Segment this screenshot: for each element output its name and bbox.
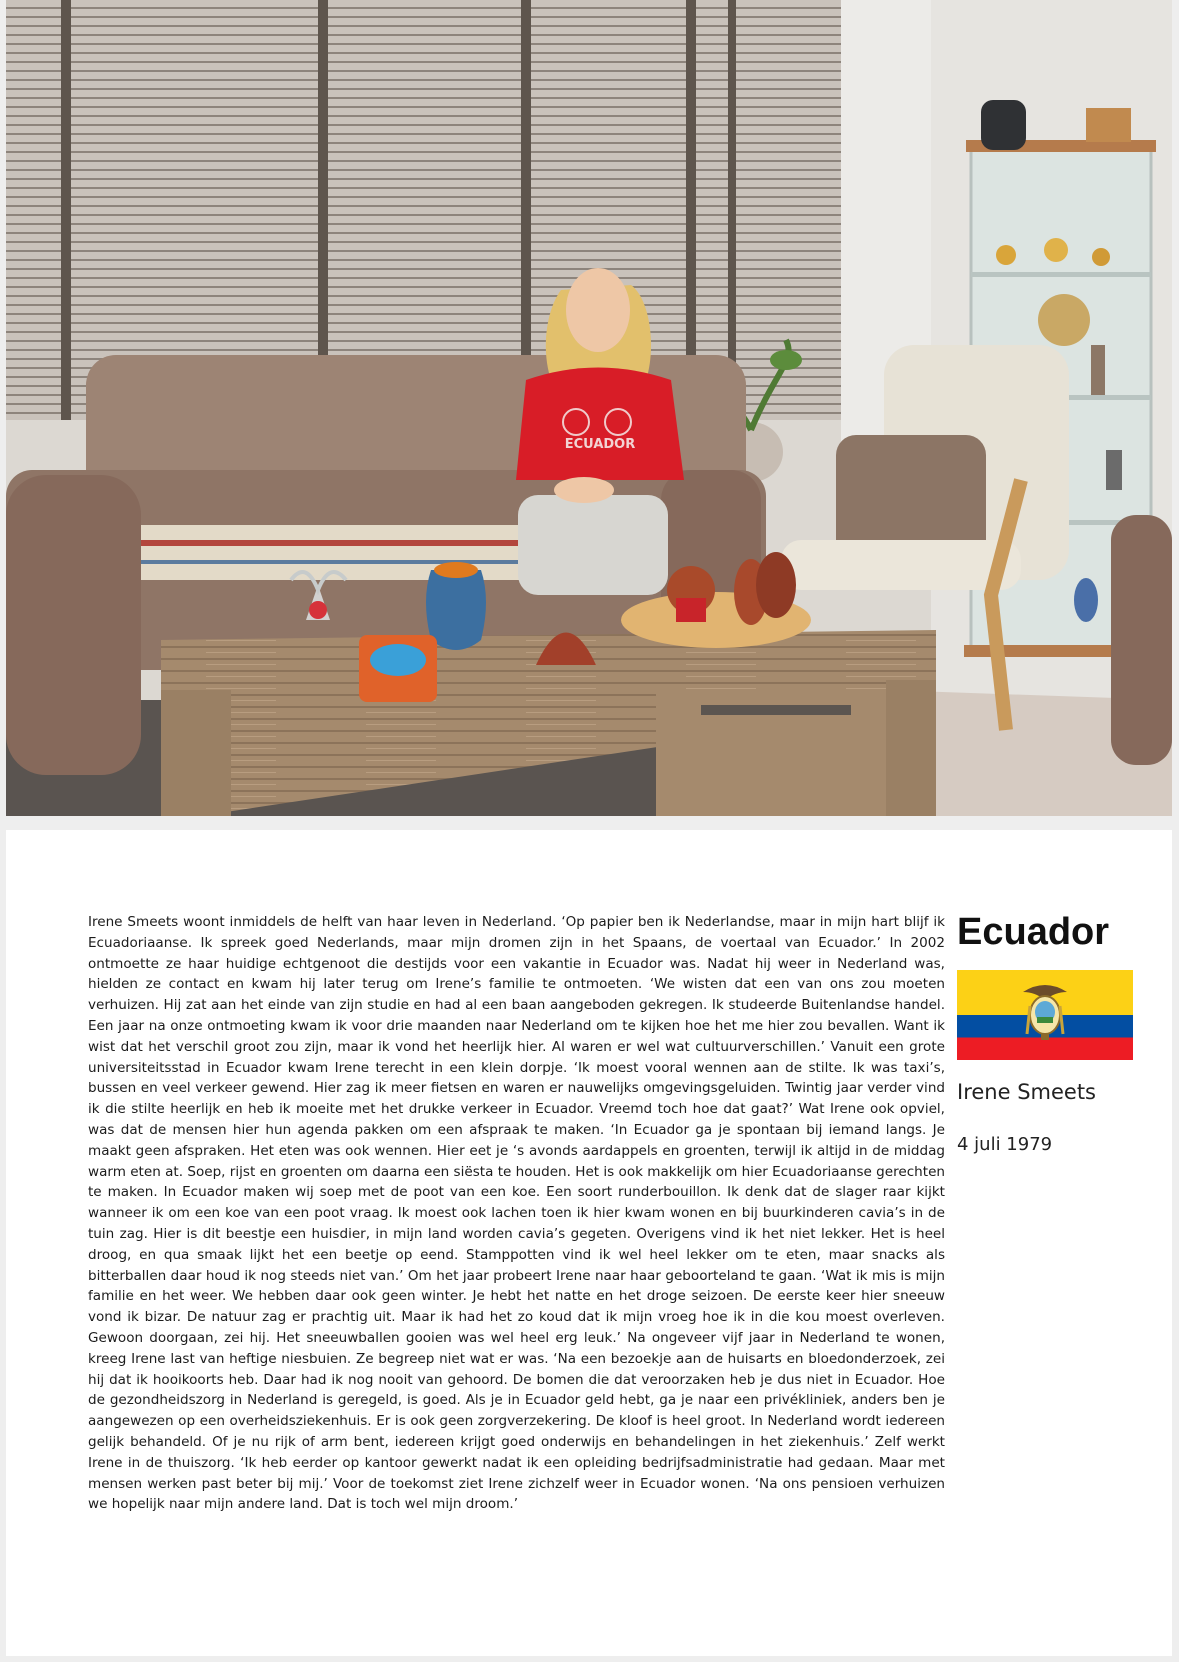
country-title: Ecuador xyxy=(957,911,1110,953)
painted-vase xyxy=(426,562,486,650)
smart-speaker xyxy=(981,100,1026,150)
person-name: Irene Smeets xyxy=(957,1080,1096,1104)
ecuador-flag-icon xyxy=(957,970,1133,1060)
article-page xyxy=(6,830,1172,1656)
birth-date: 4 juli 1979 xyxy=(957,1134,1053,1155)
portrait-photo xyxy=(6,0,1172,816)
shirt-text: ECUADOR xyxy=(564,437,636,452)
article-body: Irene Smeets woont inmiddels de helft van haar leven in Nederland. ‘Op papier ben ik Nederlandse, maar in mijn hart blijf ik Ecuadoriaanse. Ik spreek goed Nederlands, maar mijn dromen zijn in het Spaans, de voertaal van Ecuador.’ In 2002 ontmoette ze haar huidige echtgenoot die destijds voor een vakantie in Ecuador was. Nadat hij weer in Nederland was, hielden ze contact en kwam hij later terug om Irene’s familie te ontmoeten. ‘We wisten dat een van ons zou moeten verhuizen. Hij zat aan het einde van zijn studie en had al een baan aangeboden gekregen. Ik studeerde Buitenlandse handel. Een jaar na onze ontmoeting kwam ik voor drie maanden naar Nederland om te kijken hoe het me hier zou bevallen. Want ik wist dat het verschil groot zou zijn, maar ik vond het heerlijk hier. Al waren er wel wat cultuurverschillen.’ Vanuit een grote universiteitsstad in Ecuador kwam Irene terecht in een klein dorpje. ‘Ik moest vooral wennen aan de stilte. Ik was taxi’s, bussen en veel verkeer gewend. Hier zag ik meer fietsen en waren er nauwelijks omgevingsgeluiden. Twintig jaar verder vind ik die stilte heerlijk en heb ik moeite met het drukke verkeer in Ecuador. Vreemd toch hoe dat gaat?’ Wat Irene ook opviel, was dat de mensen hier hun agenda pakken om een afspraak te maken. ‘In Ecuador ga je spontaan bij iemand langs. Je maakt geen afspraken. Het eten was ook wennen. Hier eet je ‘s avonds aardappels en groenten, terwijl ik altijd in de middag warm eten at. Soep, rijst en groenten om daarna een siësta te houden. Het is ook makkelijk om hier Ecuadoriaanse gerechten te maken. In Ecuador maken wij soep met de poot van een koe. Een soort runderbouillon. Ik denk dat de slager raar kijkt wanneer ik om een koe van een poot vraag. Ik moest ook lachen toen ik hier kwam wonen en bij buurkinderen cavia’s in de tuin zag. Hier is dit beestje een huisdier, in mijn land worden cavia’s gegeten. Overigens vind ik het niet lekker. Het is heel droog, en qua smaak lijkt het een beetje op eend. Stamppotten vind ik wel heel lekker om te eten, maar snacks als bitterballen daar houd ik nog steeds niet van.’ Om het jaar probeert Irene naar haar geboorteland te gaan. ‘Wat ik mis is mijn familie en het weer. We hebben daar ook geen winter. Je hebt het natte en het droge seizoen. De eerste keer hier sneeuw vond ik bizar. De natuur zag er prachtig uit. Maar ik had het zo koud dat ik mijn vroeg hoe ik in die kou moest overleven. Gewoon doorgaan, zei hij. Het sneeuwballen gooien was wel heel erg leuk.’ Na ongeveer vijf jaar in Nederland te wonen, kreeg Irene last van heftige niesbuien. Ze begreep niet wat er was. ‘Na een bezoekje aan de huisarts en bloedonderzoek, zei hij dat ik hooikoorts heb. Daar had ik nog nooit van gehoord. De bomen die dat veroorzaken heb je dus niet in Ecuador. Hoe de gezondheidszorg in Nederland is geregeld, is goed. Als je in Ecuador geld hebt, ga je naar een privékliniek, anders ben je aangewezen op een overheidsziekenhuis. Er is ook geen zorgverzekering. De kloof is heel groot. In Nederland wordt iedereen gelijk behandeld. Of je nu rijk of arm bent, iedereen krijgt goed onderwijs en behandelingen in het ziekenhuis.’ Zelf werkt Irene in de thuiszorg. ‘Ik heb eerder op kantoor gewerkt nadat ik een opleiding bedrijfsadministratie had gedaan. Maar met mensen werken past beter bij mij.’ Voor de toekomst ziet Irene zichzelf weer in Ecuador wonen. ‘Na ons pensioen verhuizen we hopelijk naar mijn andere land. Dat is toch wel mijn droom.’ xyxy=(88,914,945,1513)
red-shirt xyxy=(516,368,684,481)
photo-frame xyxy=(1086,108,1131,142)
